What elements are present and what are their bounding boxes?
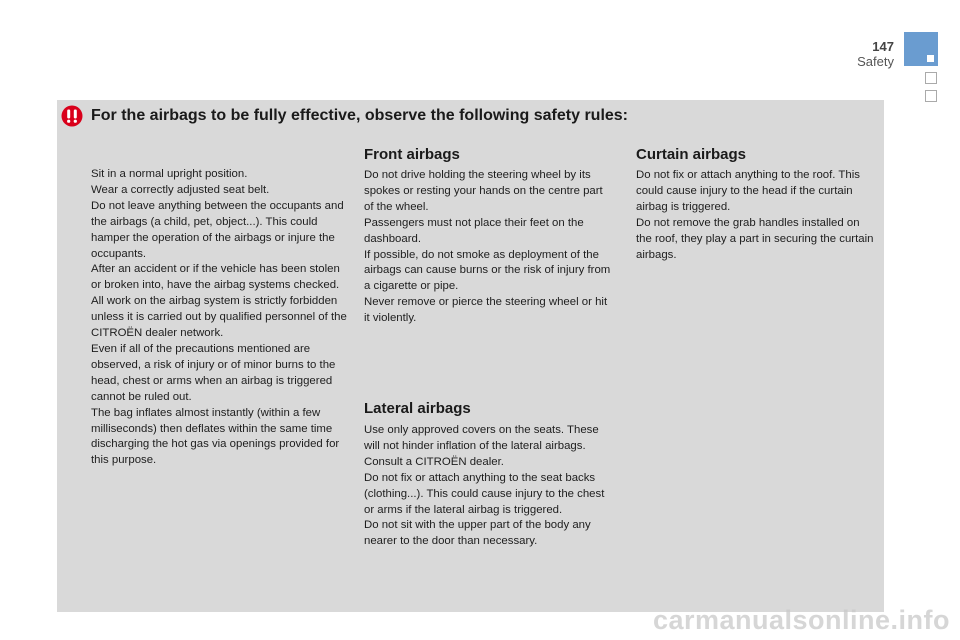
general-rule: All work on the airbag system is strictly forbidden unless it is carried out by qualified personnel of the CITROËN dealer network. <box>91 295 347 340</box>
general-rule: After an accident or if the vehicle has been stolen or broken into, have the airbag systems checked. <box>91 263 340 292</box>
section-label: Safety <box>857 54 894 69</box>
general-rule: The bag inflates almost instantly (within a few milliseconds) then deflates within the same time discharging the hot gas via openings provided for this purpose. <box>91 406 340 467</box>
lateral-rule: Do not fix or attach anything to the seat backs (clothing...). This could cause injury to the chest or arms if the lateral airbag is triggered. <box>364 471 605 516</box>
curtain-rule: Do not fix or attach anything to the roof. This could cause injury to the head if the curtain airbag is triggered. <box>636 169 860 213</box>
general-rule: Do not leave anything between the occupants and the airbags (a child, pet, object...). This could hamper the operation of the airbags or injure the occupants. <box>91 199 344 260</box>
front-airbags-heading: Front airbags <box>364 146 460 163</box>
front-rule: Passengers must not place their feet on the dashboard. <box>364 216 584 245</box>
section-tab[interactable] <box>925 90 937 102</box>
general-rules-text <box>91 167 349 469</box>
lateral-rule: Do not sit with the upper part of the body any nearer to the door than necessary. <box>364 519 591 548</box>
curtain-airbags-heading: Curtain airbags <box>636 146 747 163</box>
section-tab[interactable] <box>925 72 937 84</box>
curtain-airbags-text <box>636 168 876 263</box>
front-rule: If possible, do not smoke as deployment of the airbags can cause burns or the risk of injury from a cigarette or pipe. <box>364 248 611 293</box>
lateral-airbags-heading: Lateral airbags <box>364 400 471 417</box>
front-rule: Never remove or pierce the steering wheel or hit it violently. <box>364 296 608 325</box>
double-exclamation-warning-icon <box>61 105 83 127</box>
tab-marker-icon <box>927 55 934 62</box>
page-title: For the airbags to be fully effective, observe the following safety rules: <box>91 107 629 124</box>
front-rule: Do not drive holding the steering wheel by its spokes or resting your hands on the centre part of the wheel. <box>364 169 603 213</box>
watermark: carmanualsonline.info <box>652 605 950 635</box>
general-rule: Wear a correctly adjusted seat belt. <box>91 183 270 196</box>
front-airbags-text <box>364 168 614 327</box>
curtain-rule: Do not remove the grab handles installed on the roof, they play a part in securing the curtain airbags. <box>636 216 874 261</box>
general-rule: Sit in a normal upright position. <box>91 168 248 180</box>
lateral-airbags-text <box>364 423 614 550</box>
lateral-rule: Use only approved covers on the seats. These will not hinder inflation of the lateral airbags. Consult a CITROËN dealer. <box>364 424 599 468</box>
page-number: 147 <box>872 39 894 54</box>
general-rule: Even if all of the precautions mentioned are observed, a risk of injury or of minor burns to the head, chest or arms when an airbag is triggered cannot be ruled out. <box>91 342 336 403</box>
section-tab-active[interactable] <box>904 32 938 66</box>
